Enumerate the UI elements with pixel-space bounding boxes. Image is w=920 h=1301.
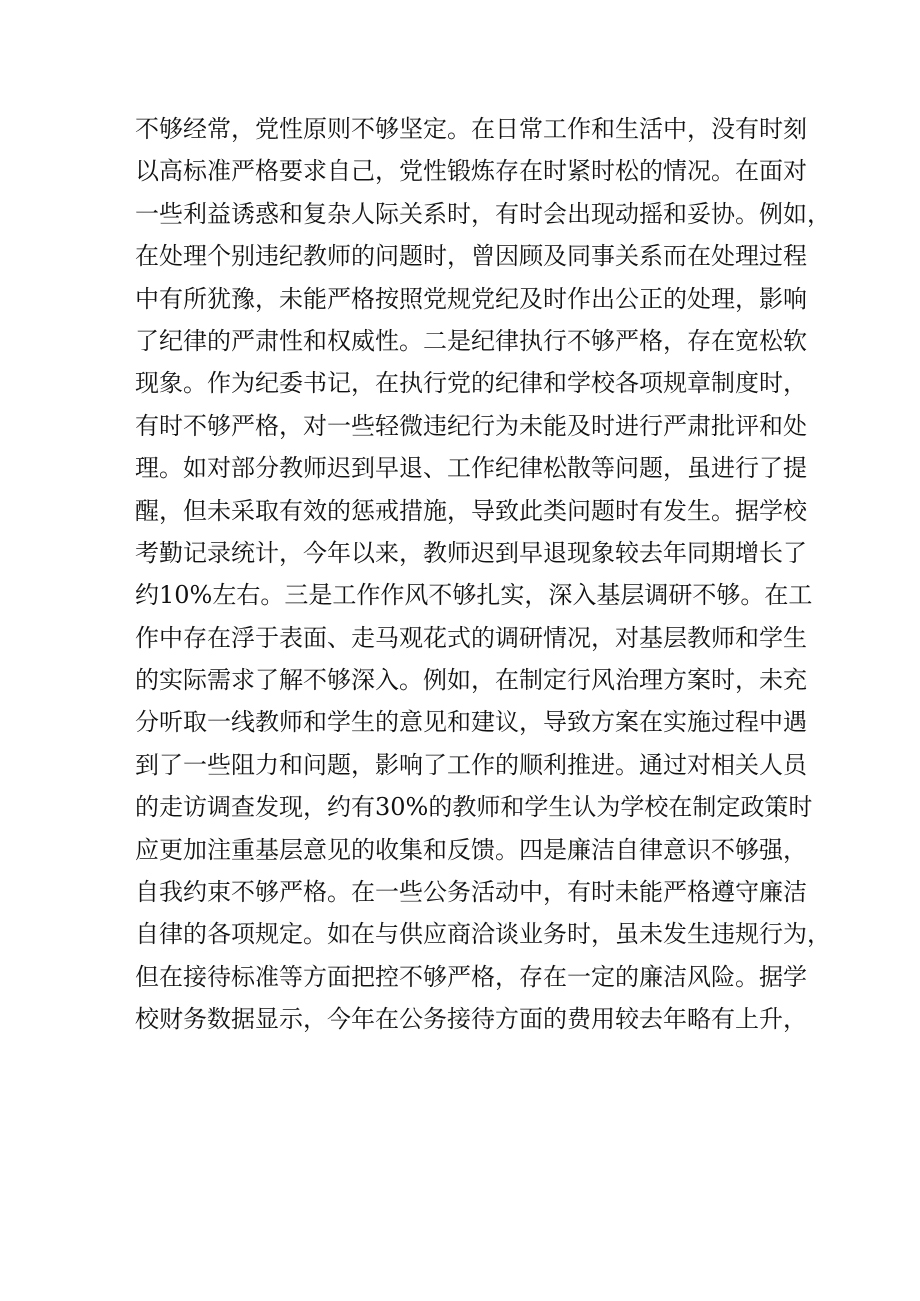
text-line: 醒，但未采取有效的惩戒措施，导致此类问题时有发生。据学校: [135, 496, 807, 525]
text-line: 分听取一线教师和学生的意见和建议，导致方案在实施过程中遇: [135, 708, 807, 737]
text-line: 不够经常，党性原则不够坚定。在日常工作和生活中，没有时刻: [135, 115, 807, 143]
text-line: 一些利益诱惑和复杂人际关系时，有时会出现动摇和妥协。例如，: [135, 199, 831, 228]
text-line: 了纪律的严肃性和权威性。二是纪律执行不够严格，存在宽松软: [135, 326, 807, 355]
text-line: 有时不够严格，对一些轻微违纪行为未能及时进行严肃批评和处: [135, 411, 807, 440]
text-line: 应更加注重基层意见的收集和反馈。四是廉洁自律意识不够强，: [135, 835, 807, 864]
text-line: 校财务数据显示，今年在公务接待方面的费用较去年略有上升，: [135, 1005, 807, 1034]
text-line: 约10%左右。三是工作作风不够扎实，深入基层调研不够。在工: [135, 581, 813, 610]
text-line: 自我约束不够严格。在一些公务活动中，有时未能严格遵守廉洁: [135, 878, 807, 907]
text-line: 中有所犹豫，未能严格按照党规党纪及时作出公正的处理，影响: [135, 284, 807, 313]
text-line: 自律的各项规定。如在与供应商洽谈业务时，虽未发生违规行为，: [135, 920, 831, 949]
text-line: 到了一些阻力和问题，影响了工作的顺利推进。通过对相关人员: [135, 750, 807, 779]
text-line: 的走访调查发现，约有30%的教师和学生认为学校在制定政策时: [135, 793, 813, 822]
text-line: 理。如对部分教师迟到早退、工作纪律松散等问题，虽进行了提: [135, 454, 807, 483]
text-line: 但在接待标准等方面把控不够严格，存在一定的廉洁风险。据学: [135, 962, 807, 991]
text-line: 的实际需求了解不够深入。例如，在制定行风治理方案时，未充: [135, 666, 807, 695]
text-line: 作中存在浮于表面、走马观花式的调研情况，对基层教师和学生: [135, 623, 807, 652]
body-text: [135, 108, 831, 1041]
text-line: 以高标准严格要求自己，党性锻炼存在时紧时松的情况。在面对: [135, 157, 807, 186]
text-line: 在处理个别违纪教师的问题时，曾因顾及同事关系而在处理过程: [135, 242, 807, 271]
text-line: 考勤记录统计，今年以来，教师迟到早退现象较去年同期增长了: [135, 538, 807, 567]
text-line: 现象。作为纪委书记，在执行党的纪律和学校各项规章制度时，: [135, 369, 807, 398]
